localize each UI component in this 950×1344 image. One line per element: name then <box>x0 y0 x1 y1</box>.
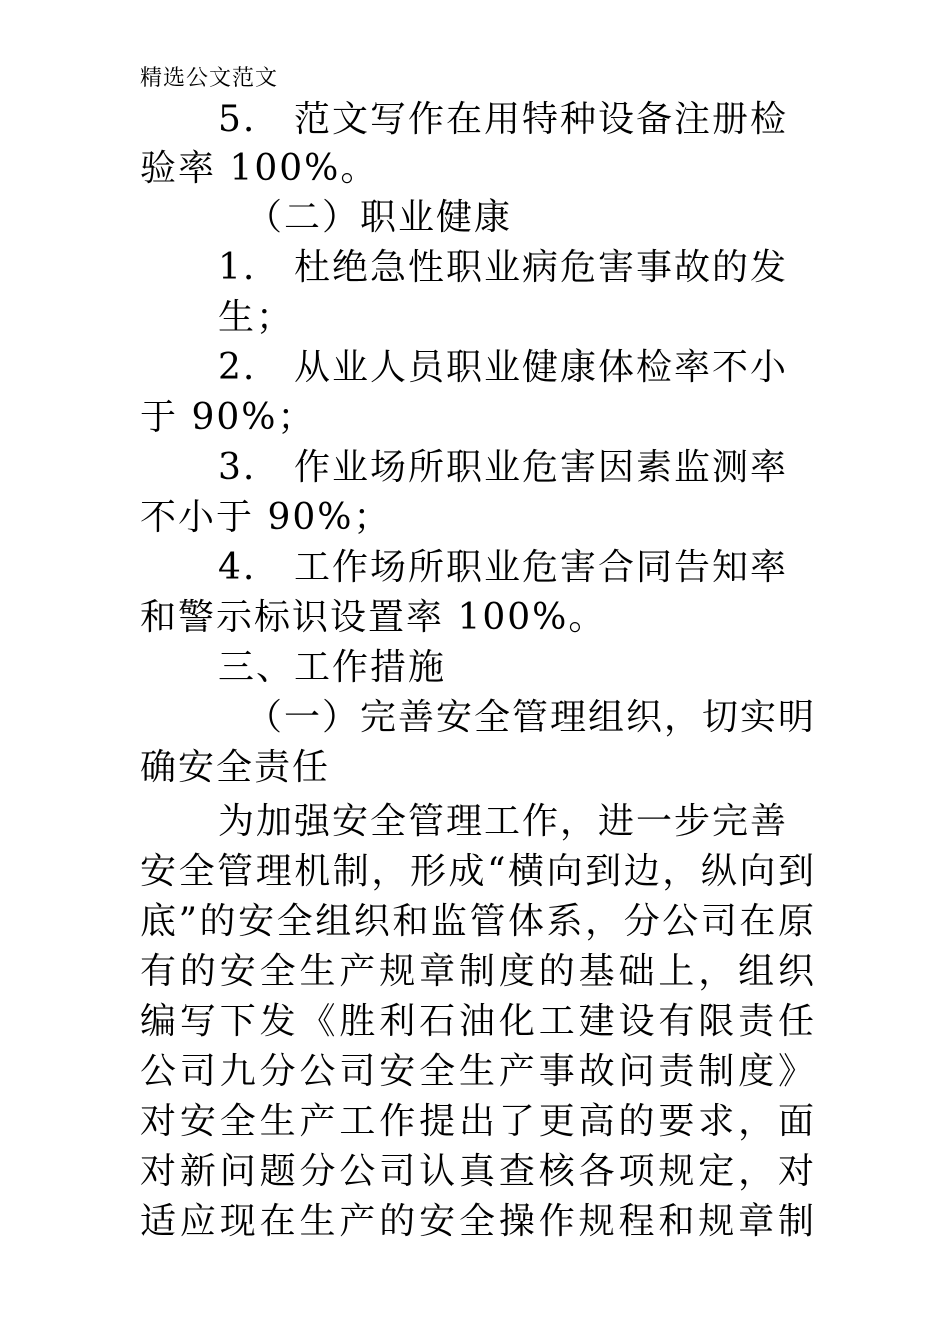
item-number: 5. <box>218 99 257 140</box>
section-heading-work-measures: 三、工作措施 <box>218 647 447 688</box>
subsection-heading-line-2: 确安全责任 <box>140 747 331 788</box>
item-number: 3. <box>218 447 257 488</box>
paragraph-line-8: 对新问题分公司认真查核各项规定，对 <box>140 1151 816 1192</box>
item-4-line-2: 和警示标识设置率 100%。 <box>140 597 607 638</box>
paragraph-line-9: 适应现在生产的安全操作规程和规章制 <box>140 1201 816 1242</box>
item-number: 1. <box>218 247 257 288</box>
page-header: 精选公文范文 <box>140 66 279 91</box>
item-2-line-1: 2. 从业人员职业健康体检率不小 <box>218 347 789 388</box>
item-3-line-2: 不小于 90%； <box>140 497 392 538</box>
item-5-line-2: 验率 100%。 <box>140 148 379 189</box>
paragraph-line-5: 编写下发《胜利石油化工建设有限责任 <box>140 1001 816 1042</box>
item-2-line-2: 于 90%； <box>140 397 316 438</box>
paragraph-line-7: 对安全生产工作提出了更高的要求，面 <box>140 1101 816 1142</box>
paragraph-line-2: 安全管理机制，形成“横向到边，纵向到 <box>140 851 816 892</box>
section-heading-occupational-health: （二）职业健康 <box>246 197 513 238</box>
paragraph-line-4: 有的安全生产规章制度的基础上，组织 <box>140 951 816 992</box>
item-1-line-1: 1. 杜绝急性职业病危害事故的发 <box>218 247 789 288</box>
paragraph-line-6: 公司九分公司安全生产事故问责制度》 <box>140 1051 816 1092</box>
item-4-line-1: 4. 工作场所职业危害合同告知率 <box>218 547 789 588</box>
paragraph-line-1: 为加强安全管理工作，进一步完善 <box>218 801 789 842</box>
item-number: 4. <box>218 547 257 588</box>
item-3-line-1: 3. 作业场所职业危害因素监测率 <box>218 447 789 488</box>
item-number: 2. <box>218 347 257 388</box>
item-5-line-1: 5. 范文写作在用特种设备注册检 <box>218 99 789 140</box>
item-1-line-2: 生； <box>218 297 295 338</box>
paragraph-line-3: 底”的安全组织和监管体系，分公司在原 <box>140 901 816 942</box>
subsection-heading-line-1: （一）完善安全管理组织，切实明 <box>246 697 817 738</box>
